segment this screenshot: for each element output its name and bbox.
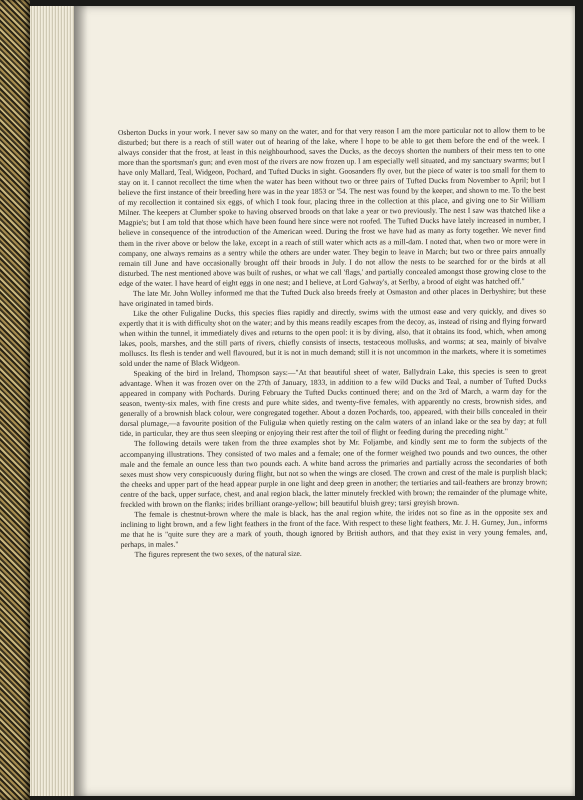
paragraph: The figures represent the two sexes, of the natural size.: [134, 548, 302, 559]
paragraph: Speaking of the bird in Ireland, Thompson says:—"At that beautiful sheet of water, Ballydrain Lake, this species is seen to great advantage. When it was frozen over on the 27th of January, 1833, in addition to a few wild Ducks and Teal, a number of Tufted Ducks appeared in company with Pochards. During February the Tufted Ducks continued there; and on the 3rd of March, a warm day for the season, twenty-six males, with fine crests and pure white sides, and twenty-five females, with apparently no crests, brownish sides, and generally of a brownish black colour, were congregated together. About a dozen Pochards, too, appeared, with their bills concealed in their dorsal plumage,—a favourite position of the Fuligulæ when quietly resting on the calm waters of an inland lake or the sea by day; at full tide, in particular, they are thus seen sleeping or enjoying their rest after the toil of flight or feeding during the preceding night.": [119, 366, 547, 439]
paragraph: The late Mr. John Wolley informed me that the Tufted Duck also breeds freely at Osmaston and other places in Derbyshire; but these have originated in tamed birds.: [119, 286, 547, 308]
page-stack-edge: [30, 6, 74, 796]
paragraph: Osberton Ducks in your work. I never saw so many on the water, and for that very reason I am the more particular not to allow them to be disturbed; but there is a reach of still water out of hearing of the lake, where I hope to be able to get them before the end of the week. I always consider that the frost, at least in this neighbourhood, saves the Ducks, as the decoys shorten the numbers of their mess ten to one more than the sportsman's gun; and even most of the rivers are now frozen up. I am especially well situated, and my sanctuary swarms; but I have only Mallard, Teal, Widgeon, Pochard, and Tufted Ducks in sight. Goosanders fly over, but the piece of water is too small for them to stay on it. I cannot recollect the time when the water has been without two or three pairs of Tufted Ducks from November to April; but I believe the first instance of their breeding here was in the year 1853 or '54. The nest was found by the keeper, and shown to me. To the best of my recollection it contained six eggs, of which I took four, placing three in the collection at this place, and giving one to Sir William Milner. The keepers at Clumber spoke to having observed broods on that lake a year or two previously. The nest I saw was thatched like a Magpie's; but I am told that those which have been found here since were not roofed. The Tufted Ducks have lately increased in number, I believe in consequence of the introduction of the American weed. During the frost we have had as many as forty together. We never find them in the river above or below the lake, except in a reach of still water which acts as a mill-dam. I noted that, when two or more were in company, one always remains as a sentry while the others are under water. They begin to leave in March; but two or three pairs annually remain till June and have occasionally brought off their broods in July. I do not allow the nests to be searched for or the birds at all disturbed. The nest mentioned above was built of rushes, or what we call 'flags,' and partially concealed amongst those growing close to the edge of the water. I have heard of eight eggs in one nest; and I believe, at Lord Galway's, at Serlby, a brood of eight was hatched off.": [118, 125, 546, 288]
page-gutter-shadow: [74, 6, 88, 796]
page-text: [118, 125, 548, 560]
book-cover-edge: [0, 0, 30, 800]
paragraph: The female is chestnut-brown where the male is black, has the anal region white, the irides not so fine as in the opposite sex and inclining to light brown, and a few light feathers in the front of the face. With respect to these light feathers, Mr. J. H. Gurney, Jun., informs me that he is "quite sure they are a mark of youth, though ignored by British authors, and that they exist in very young females, and, perhaps, in males.": [120, 507, 548, 549]
paragraph: Like the other Fuligaline Ducks, this species flies rapidly and directly, swims with the utmost ease and very quickly, and dives so expertly that it is with difficulty shot on the water; and by this means readily escapes from the decoy, as, instead of rising and flying forward when within the tunnel, it immediately dives and returns to the open pool: it is by diving, also, that it obtains its food, which, when among lakes, pools, marshes, and the still parts of rivers, chiefly consists of insects, testaceous mollusks, and worms; at sea, mainly of bivalve molluscs. Its flesh is tender and well flavoured, but it is not in much demand; still it is not uncommon in the markets, where it is sometimes sold under the name of Black Widgeon.: [119, 306, 547, 369]
paragraph: The following details were taken from the three examples shot by Mr. Foljambe, and kindly sent me to form the subjects of the accompanying illustrations. They consisted of two males and a female; one of the former weighed two pounds and two ounces, the other male and the female an ounce less than two pounds each. A white band across the primaries and partially across the secondaries of both sexes must show very conspicuously during flight, but not so when the wings are closed. The crown and crest of the male is purplish black; the cheeks and upper part of the head appear purple in one light and deep green in another; the tertiaries and tail-feathers are bronzy brown; centre of the back, upper surface, chest, and anal region black, the latter minutely freckled with brown; the remainder of the plumage white, freckled with brown on the flanks; irides brilliant orange-yellow; bill beautiful bluish grey; tarsi greyish brown.: [119, 436, 548, 509]
